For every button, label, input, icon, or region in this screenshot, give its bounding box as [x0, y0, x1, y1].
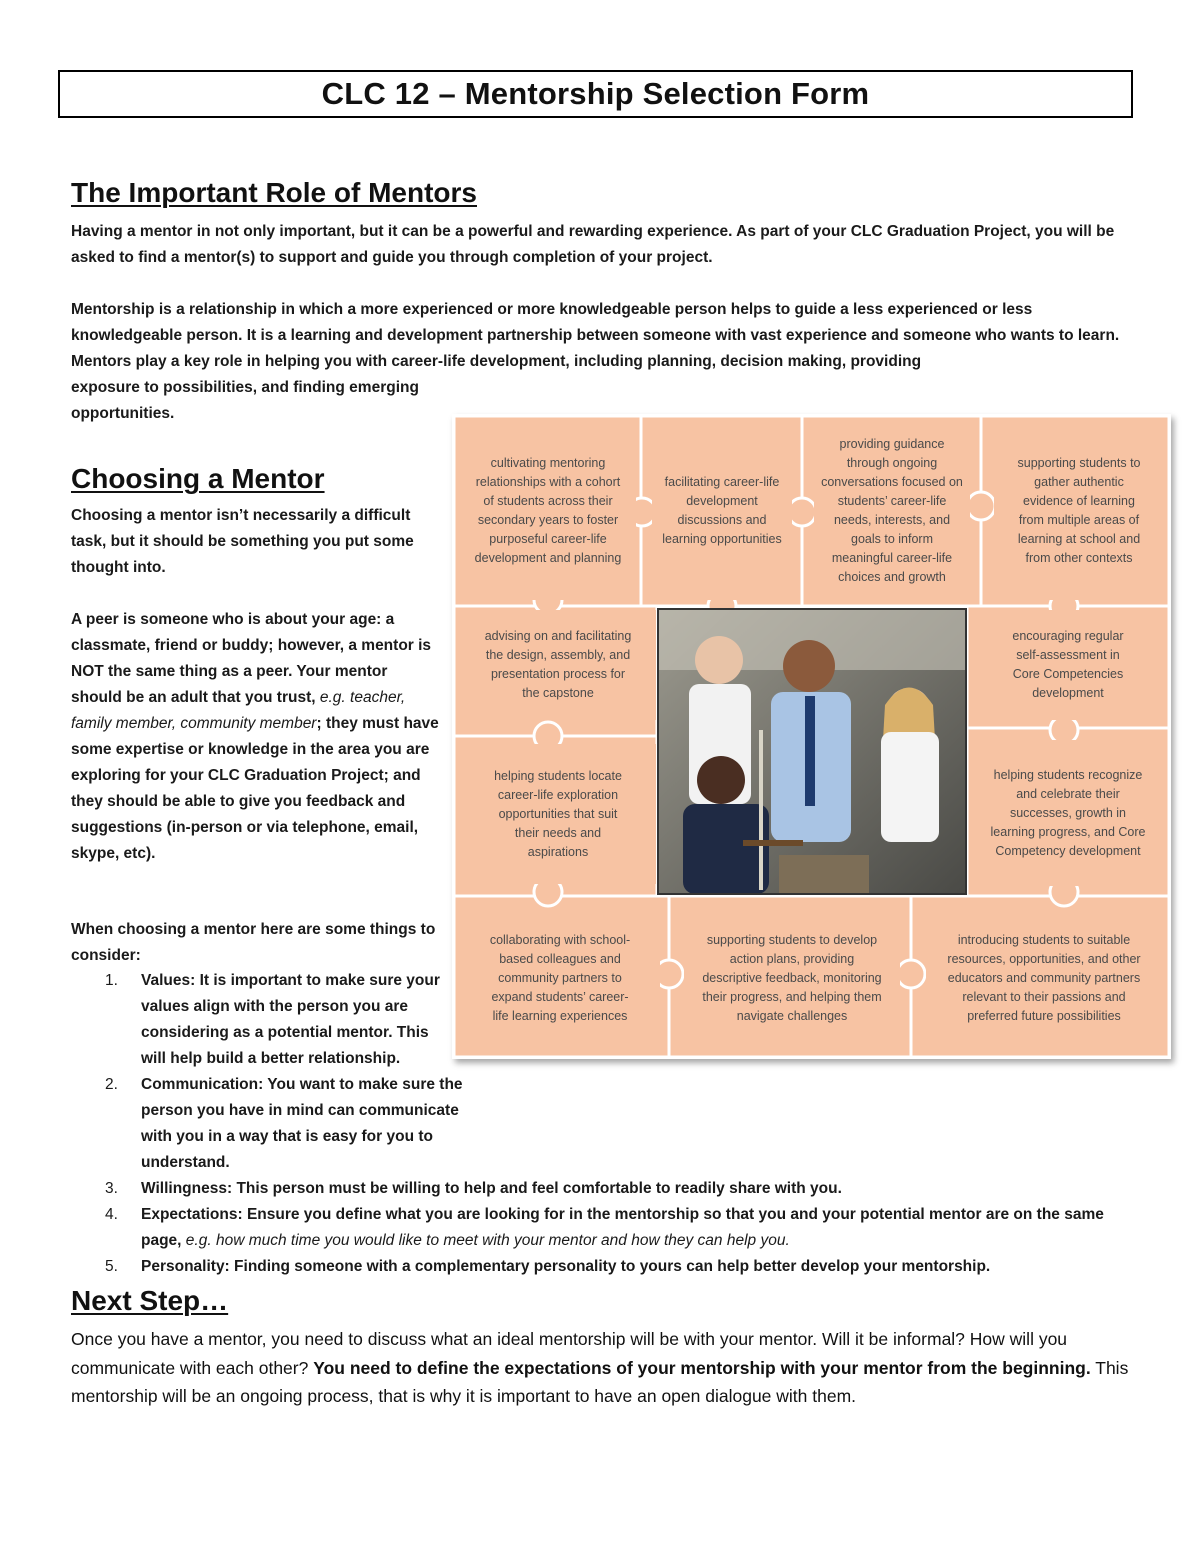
- puzzle-piece: supporting students to gather authentic evidence of learning from multiple areas of learning at school and from other contexts: [994, 422, 1164, 600]
- choosing-intro: [71, 503, 441, 581]
- list-item: [105, 1072, 481, 1176]
- puzzle-piece: encouraging regular self-assessment in Core Competencies development: [972, 610, 1164, 720]
- form-title: CLC 12 – Mentorship Selection Form: [58, 70, 1133, 118]
- puzzle-piece: supporting students to develop action plans, providing descriptive feedback, monitoring their progress, and helping them navigate challenges: [684, 908, 900, 1048]
- list-item: [105, 1202, 1131, 1254]
- peer-text-end: ; they must have some expertise or knowledge in the area you are exploring for your CLC Graduation Project; and they should be able to give you feedback and suggestions (in-person or via telephone, email, skype, etc).: [71, 715, 439, 862]
- consider-intro: [71, 917, 441, 969]
- list-term: Personality:: [141, 1258, 230, 1275]
- list-text: This person must be willing to help and feel comfortable to readily share with you.: [232, 1180, 842, 1197]
- list-text: It is important to make sure your values align with the person you are considering as a potential mentor. This will help build a better relationship.: [141, 972, 440, 1067]
- paragraph-peer-vs-mentor: [71, 607, 441, 867]
- next-step-paragraph: [71, 1325, 1131, 1411]
- puzzle-tab: [788, 498, 816, 526]
- puzzle-piece: introducing students to suitable resources, opportunities, and other educators and community partners relevant to their passions and preferred future possibilities: [926, 908, 1162, 1048]
- next-step-emphasis: You need to define the expectations of your mentorship with your mentor from the beginning.: [313, 1357, 1091, 1378]
- mentor-examples: e.g. teacher, family member, community member: [71, 689, 406, 732]
- list-term: Expectations:: [141, 1206, 243, 1223]
- list-italic: e.g. how much time you would like to meet with your mentor and how they can help you.: [185, 1232, 790, 1249]
- classroom-photo-illustration: [659, 610, 965, 893]
- paragraph-consider-intro: When choosing a mentor here are some things to consider:: [71, 921, 436, 964]
- list-term: Willingness:: [141, 1180, 233, 1197]
- mentor-roles-puzzle: [452, 414, 1171, 1059]
- peer-vs-mentor: [71, 607, 441, 867]
- intro-paragraph: [71, 219, 1131, 271]
- paragraph-next-step: [71, 1325, 1131, 1411]
- list-text: Finding someone with a complementary personality to yours can help better develop your mentorship.: [229, 1258, 991, 1275]
- paragraph-mentorship-definition: Mentorship is a relationship in which a more experienced or more knowledgeable person helps to guide a less experienced or less knowledgeable person. It is a learning and development partnership between someone with vast experience and someone who wants to learn. Mentors play a key role in helping you with career-life development, including planning, decision making, providing: [71, 301, 1120, 370]
- paragraph-choosing-intro: Choosing a mentor isn’t necessarily a difficult task, but it should be something you put some thought into.: [71, 507, 414, 576]
- puzzle-piece: helping students recognize and celebrate their successes, growth in learning progress, and Core Competency development: [972, 740, 1164, 886]
- puzzle-piece: providing guidance through ongoing conversations focused on students’ career-life needs, interests, and goals to inform meaningful career-life choices and growth: [814, 422, 970, 600]
- section-heading-role-of-mentors: The Important Role of Mentors: [71, 177, 477, 208]
- classroom-photo: [657, 608, 967, 895]
- paragraph-mentorship-definition-end: opportunities.: [71, 405, 175, 422]
- paragraph-having-a-mentor: Having a mentor in not only important, but it can be a powerful and rewarding experience. As part of your CLC Graduation Project, you will be asked to find a mentor(s) to support and guide you through completion of your project.: [71, 223, 1115, 266]
- list-item: [105, 1254, 1141, 1280]
- list-number: 2.: [105, 1076, 118, 1093]
- puzzle-piece: cultivating mentoring relationships with a cohort of students across their secondary years to foster purposeful career-life development and planning: [460, 422, 636, 600]
- list-term: Communication:: [141, 1076, 264, 1093]
- list-text: You want to make sure the person you have in mind can communicate with you in a way that is easy for you to understand.: [141, 1076, 463, 1171]
- list-number: 5.: [105, 1258, 118, 1275]
- list-number: 4.: [105, 1206, 118, 1223]
- list-text: Ensure you define what you are looking for in the mentorship so that you and your potential mentor are on the same page,: [141, 1206, 1104, 1249]
- list-number: 1.: [105, 972, 118, 989]
- section-heading-next-step: Next Step…: [71, 1285, 229, 1316]
- puzzle-piece: facilitating career-life development discussions and learning opportunities: [652, 422, 792, 600]
- puzzle-tab: [897, 960, 925, 988]
- mentorship-definition: [71, 297, 1131, 427]
- next-step-text-end: This mentorship will be an ongoing process, that is why it is important to have an open dialogue with them.: [71, 1357, 1129, 1406]
- list-number: 3.: [105, 1180, 118, 1197]
- peer-text-start: A peer is someone who is about your age: a classmate, friend or buddy; however, a mentor is NOT the same thing as a peer. Your mentor should be an adult that you trust,: [71, 611, 432, 706]
- list-term: Values:: [141, 972, 196, 989]
- list-item: [105, 968, 441, 1072]
- next-step-text-start: Once you have a mentor, you need to discuss what an ideal mentorship will be with your mentor. Will it be informal? How will you communicate with each other?: [71, 1329, 1068, 1378]
- puzzle-piece: advising on and facilitating the design, assembly, and presentation process for the capstone: [460, 610, 656, 720]
- puzzle-piece: collaborating with school-based colleagues and community partners to expand students’ career-life learning experiences: [460, 908, 660, 1048]
- puzzle-tab: [967, 492, 995, 520]
- puzzle-piece: helping students locate career-life exploration opportunities that suit their needs and aspirations: [460, 744, 656, 884]
- paragraph-mentorship-definition-cont: exposure to possibilities, and finding emerging: [71, 379, 419, 396]
- list-item: [105, 1176, 1141, 1202]
- section-heading-choosing-a-mentor: Choosing a Mentor: [71, 463, 325, 494]
